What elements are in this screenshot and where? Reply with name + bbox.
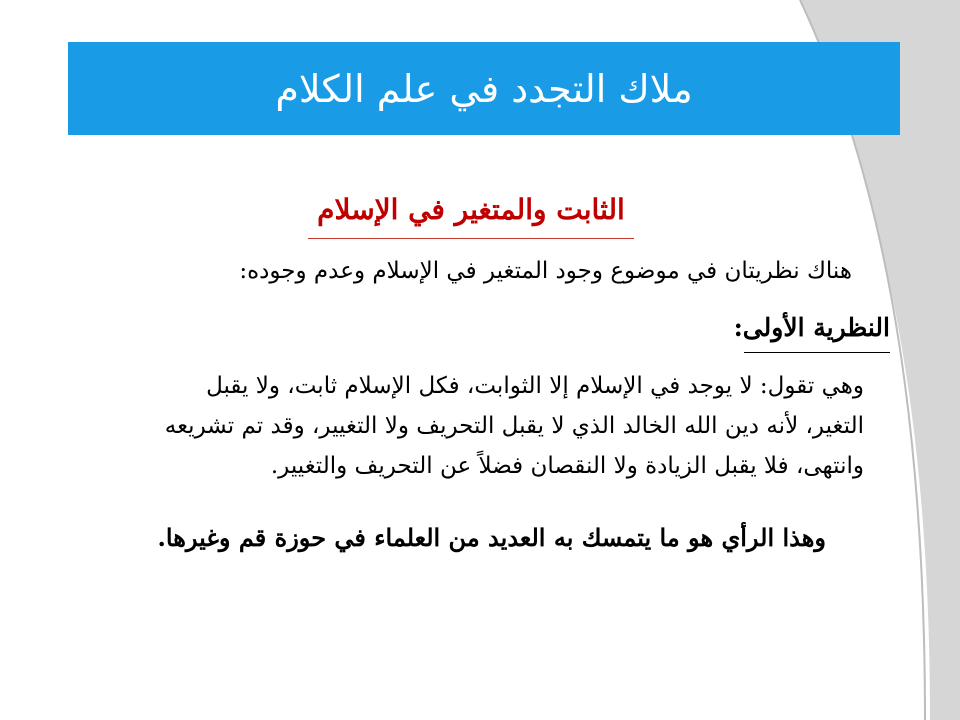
paragraph-line: وهي تقول: لا يوجد في الإسلام إلا الثوابت، فكل الإسلام ثابت، ولا يقبل (206, 373, 864, 399)
conclusion-text: وهذا الرأي هو ما يتمسك به العديد من العلماء في حوزة قم وغيرها. (157, 523, 826, 552)
slide-subtitle: الثابت والمتغير في الإسلام (308, 186, 634, 239)
title-bar (68, 42, 900, 135)
slide-title: ملاك التجدد في علم الكلام (275, 66, 693, 111)
first-theory-heading: النظرية الأولى: (744, 308, 890, 353)
intro-text: هناك نظريتان في موضوع وجود المتغير في الإسلام وعدم وجوده: (239, 258, 852, 284)
paragraph-line: التغير، لأنه دين الله الخالد الذي لا يقبل التحريف ولا التغيير، وقد تم تشريعه (164, 413, 864, 439)
theory-paragraph (48, 366, 864, 486)
paragraph-line: وانتهى، فلا يقبل الزيادة ولا النقصان فضلاً عن التحريف والتغيير. (270, 453, 864, 479)
